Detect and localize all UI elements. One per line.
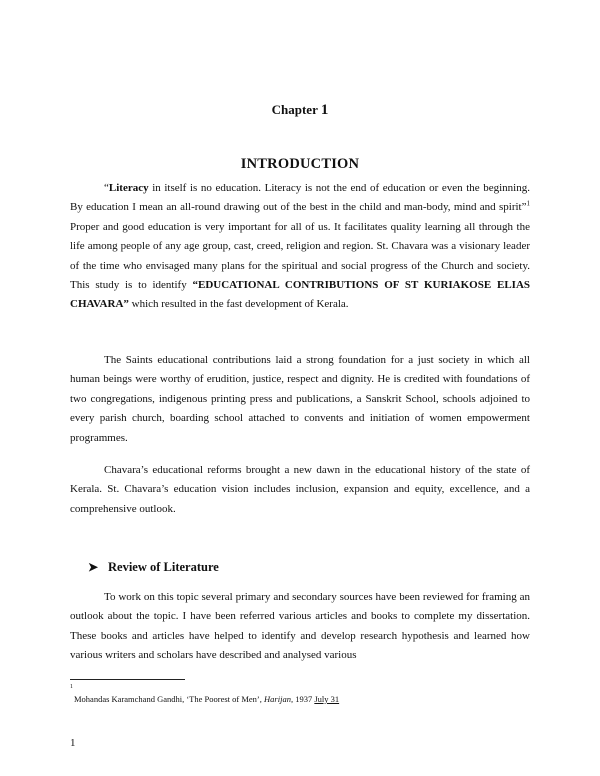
chapter-label: Chapter [271, 102, 318, 117]
footnote-ref: 1 [526, 199, 530, 208]
paragraph-3 [70, 461, 530, 519]
chapter-number: 1 [320, 102, 329, 118]
chapter-heading [0, 102, 600, 119]
footnote-divider [70, 679, 185, 680]
footnote-journal: Harijan, [264, 694, 294, 704]
paragraph-1 [70, 179, 530, 315]
review-heading [88, 560, 219, 575]
para1-text-c: which resulted in the fast development of Kerala. [128, 298, 349, 311]
footnote-year: 1937 [295, 694, 313, 704]
open-quote: “ [104, 182, 109, 194]
para3-text: Chavara’s educational reforms brought a new dawn in the educational history of the state of Kerala. St. Chavara’s education vision includes inclusion, expansion and equity, excellence, and a comprehensive outlook. [70, 464, 530, 515]
footnote-date: July 31 [314, 694, 340, 704]
para1-text-a: in itself is no education. Literacy is not the end of education or even the beginning. By education I mean an all-round drawing out of the best in the child and man-body, mind and spirit” [70, 182, 530, 214]
paragraph-2 [70, 351, 530, 448]
bold-word: Literacy [108, 182, 149, 194]
footnote [74, 694, 339, 704]
page-number: 1 [70, 737, 76, 749]
study-title: “EDUCATIONAL CONTRIBUTIONS OF ST KURIAKOSE ELIAS CHAVARA” [70, 279, 531, 311]
section-heading: INTRODUCTION [240, 156, 360, 172]
review-title: Review of Literature [108, 560, 219, 574]
footnote-mark: 1 [70, 684, 73, 690]
para1-text-b: Proper and good education is very important for all of us. It facilitates quality learning all through the life among people of any age group, cast, creed, religion and region. St. Chavara was a visionary leader of the time who envisaged many plans for the spiritual and social progress of the Church and society. This study is to identify [70, 220, 530, 292]
para2-text: The Saints educational contributions laid a strong foundation for a just society in which all human beings were worthy of erudition, justice, respect and dignity. He is credited with foundations of two congregations, indigenous printing press and publications, a Sanskrit School, schools adjoined to every parish church, boarding school attached to convents and initiation of women empowerment programmes. [70, 354, 530, 444]
paragraph-4 [70, 588, 530, 666]
arrow-bullet-icon: ➤ [88, 560, 99, 574]
para4-text: To work on this topic several primary and secondary sources have been reviewed for framing an outlook about the topic. I have been referred various articles and books to complete my dissertation. These books and articles have helped to identify and develop research hypothesis and learned how various writers and scholars have described and analysed various [70, 591, 530, 662]
footnote-author: Mohandas Karamchand Gandhi, ‘The Poorest of Men’, [74, 694, 262, 704]
